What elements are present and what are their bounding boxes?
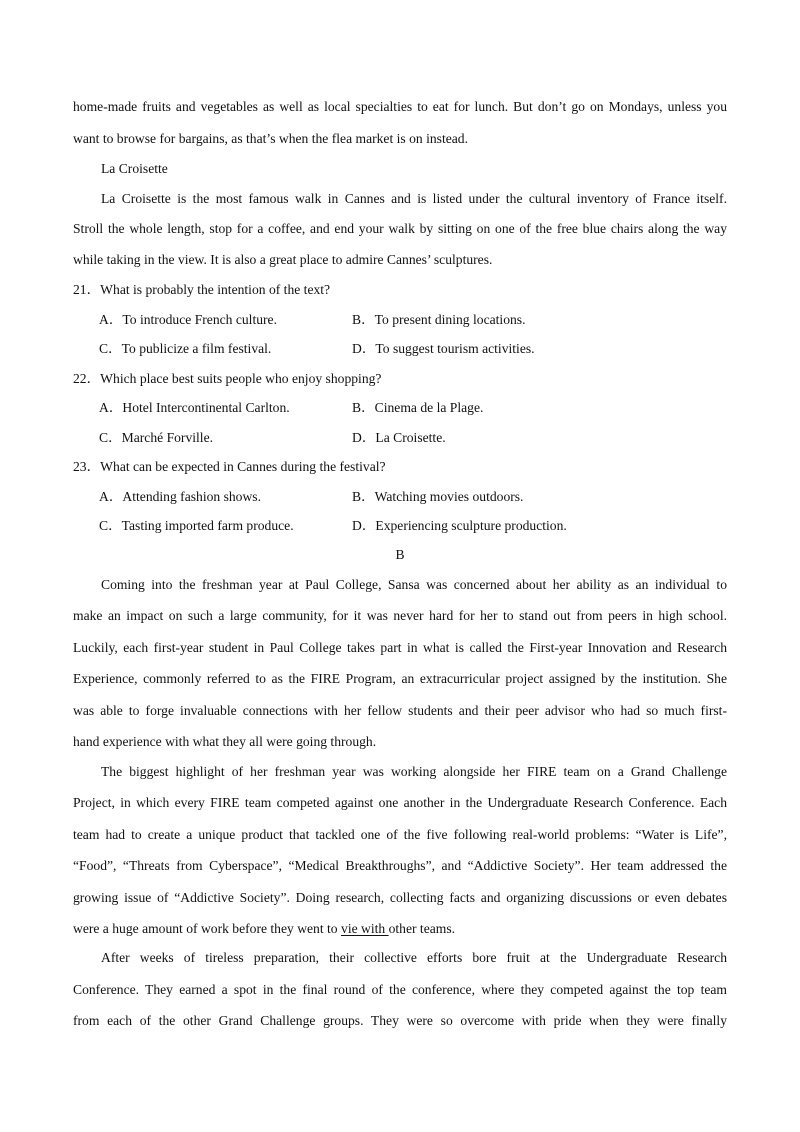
option: D．Experiencing sculpture production. [352, 518, 567, 533]
question-stem: 22．Which place best suits people who enjoy shopping? [73, 371, 382, 386]
option: B．To present dining locations. [352, 312, 526, 327]
text-line: want to browse for bargains, as that’s when the flea market is on instead. [73, 131, 468, 146]
text-line: After weeks of tireless preparation, their collective efforts bore fruit at the Undergraduate Research [101, 950, 727, 965]
option: A．To introduce French culture. [99, 312, 277, 327]
option: C．Marché Forville. [99, 430, 214, 445]
text-line: Conference. They earned a spot in the final round of the conference, where they competed against the top team [73, 982, 727, 997]
text-segment: were a huge amount of work before they went to [73, 921, 342, 936]
text-line: team had to create a unique product that tackled one of the five following real-world problems: “Water is Life”, [73, 827, 727, 842]
text-line: Stroll the whole length, stop for a coffee, and end your walk by sitting on one of the free blue chairs along the way [73, 221, 727, 236]
text-line: home-made fruits and vegetables as well as local specialties to eat for lunch. But don’t go on Mondays, unless you [73, 99, 727, 114]
question-stem: 23．What can be expected in Cannes during the festival? [73, 459, 386, 474]
option: B．Watching movies outdoors. [352, 489, 524, 504]
option: A．Hotel Intercontinental Carlton. [99, 400, 290, 415]
option: C．To publicize a film festival. [99, 341, 272, 356]
text-line: La Croisette is the most famous walk in Cannes and is listed under the cultural inventory of France itself. [101, 191, 727, 206]
option: D．La Croisette. [352, 430, 446, 445]
text-line: hand experience with what they all were going through. [73, 734, 377, 749]
text-line: growing issue of “Addictive Society”. Doing research, collecting facts and organizing discussions or even debates [73, 890, 727, 905]
text-line: from each of the other Grand Challenge groups. They were so overcome with pride when they were finally [73, 1013, 727, 1028]
text-line: Luckily, each first-year student in Paul College takes part in what is called the First-year Innovation and Research [73, 640, 727, 655]
text-line: was able to forge invaluable connections with her fellow students and their peer advisor who had so much first- [73, 703, 727, 718]
option: B．Cinema de la Plage. [352, 400, 484, 415]
option: D．To suggest tourism activities. [352, 341, 535, 356]
text-line: Coming into the freshman year at Paul College, Sansa was concerned about her ability as an individual to [101, 577, 727, 592]
text-line: make an impact on such a large community, for it was never hard for her to stand out from peers in high school. [73, 608, 727, 623]
section-heading: B [395, 547, 405, 562]
text-line: while taking in the view. It is also a great place to admire Cannes’ sculptures. [73, 252, 493, 267]
text-line: Project, in which every FIRE team competed against one another in the Undergraduate Research Conference. Each [73, 795, 727, 810]
option: A．Attending fashion shows. [99, 489, 261, 504]
text-line: “Food”, “Threats from Cyberspace”, “Medical Breakthroughs”, and “Addictive Society”. Her team addressed the [73, 858, 727, 873]
underlined-phrase: vie with [341, 921, 389, 936]
text-line [73, 919, 455, 939]
question-stem: 21．What is probably the intention of the text? [73, 282, 331, 297]
section-heading: La Croisette [101, 161, 168, 176]
text-line: The biggest highlight of her freshman year was working alongside her FIRE team on a Grand Challenge [101, 764, 727, 779]
option: C．Tasting imported farm produce. [99, 518, 294, 533]
text-segment: other teams. [388, 921, 456, 936]
text-line: Experience, commonly referred to as the FIRE Program, an extracurricular project assigned by the institution. She [73, 671, 727, 686]
